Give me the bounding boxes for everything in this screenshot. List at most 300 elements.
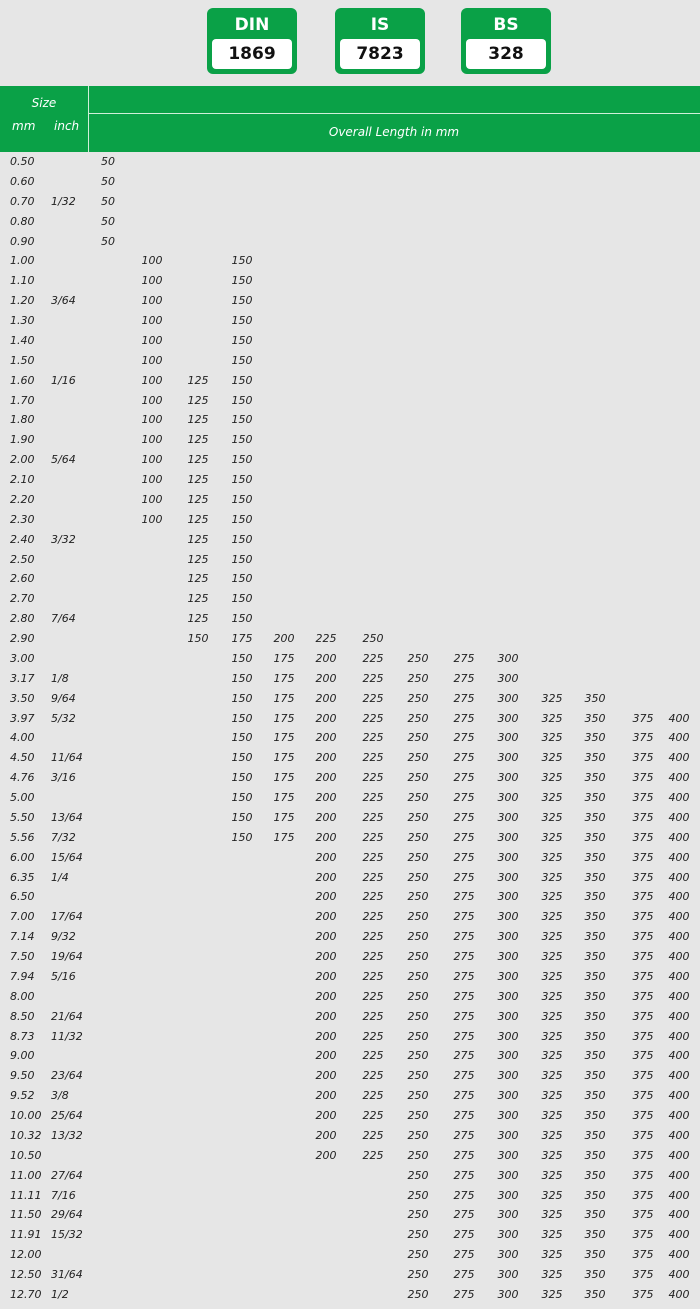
- length-cell: 250: [407, 651, 429, 665]
- length-cell: 100: [141, 433, 163, 447]
- length-cell: 350: [584, 751, 606, 765]
- length-cell: 350: [584, 1268, 606, 1281]
- length-cell: 275: [453, 671, 475, 685]
- length-cell: 400: [668, 1228, 690, 1242]
- length-cell: 300: [497, 890, 519, 904]
- length-cell: 150: [231, 771, 253, 785]
- table-row: [0, 669, 700, 689]
- table-row: [0, 1205, 700, 1225]
- length-cell: 100: [141, 333, 163, 347]
- size-mm-cell: 6.00: [10, 850, 35, 864]
- length-cell: 125: [187, 512, 209, 526]
- length-cell: 275: [453, 870, 475, 884]
- size-mm-cell: 4.50: [10, 751, 35, 765]
- length-cell: 350: [584, 731, 606, 745]
- size-mm-cell: 12.70: [10, 1287, 42, 1301]
- length-cell: 275: [453, 1208, 475, 1222]
- length-cell: 375: [632, 1228, 654, 1242]
- length-cell: 225: [362, 711, 384, 725]
- length-cell: 300: [497, 1188, 519, 1202]
- size-mm-cell: 1.40: [10, 333, 35, 347]
- size-inch-cell: 7/64: [51, 612, 76, 626]
- length-cell: 325: [541, 950, 563, 963]
- length-cell: 200: [315, 969, 337, 983]
- length-cell: 275: [453, 930, 475, 944]
- size-mm-cell: 2.70: [10, 592, 35, 606]
- length-cell: 125: [187, 373, 209, 387]
- length-cell: 225: [362, 890, 384, 904]
- size-mm-cell: 5.56: [10, 830, 35, 844]
- length-cell: 325: [541, 1208, 563, 1222]
- table-row: [0, 311, 700, 331]
- is-badge: [335, 8, 425, 74]
- size-mm-cell: 8.00: [10, 989, 35, 1003]
- length-cell: 375: [632, 711, 654, 725]
- size-inch-cell: 11/64: [51, 751, 83, 765]
- length-cell: 225: [362, 671, 384, 685]
- size-mm-cell: 5.00: [10, 791, 35, 804]
- length-cell: 325: [541, 969, 563, 983]
- length-cell: 375: [632, 850, 654, 864]
- length-cell: 275: [453, 810, 475, 824]
- table-row: [0, 728, 700, 748]
- length-cell: 175: [273, 671, 295, 685]
- length-cell: 350: [584, 1109, 606, 1122]
- length-cell: 175: [273, 731, 295, 745]
- length-cell: 275: [453, 969, 475, 983]
- length-cell: 375: [632, 1268, 654, 1281]
- length-cell: 150: [231, 492, 253, 506]
- length-cell: 300: [497, 1128, 519, 1142]
- length-cell: 300: [497, 751, 519, 765]
- length-cell: 225: [362, 950, 384, 963]
- length-cell: 225: [362, 751, 384, 765]
- length-cell: 400: [668, 1049, 690, 1063]
- length-cell: 375: [632, 1208, 654, 1222]
- table-row: [0, 291, 700, 311]
- length-cell: 100: [141, 453, 163, 467]
- length-cell: 325: [541, 1009, 563, 1023]
- size-mm-cell: 0.70: [10, 194, 35, 208]
- table-row: [0, 271, 700, 291]
- length-cell: 150: [231, 731, 253, 745]
- length-cell: 350: [584, 1069, 606, 1083]
- length-cell: 250: [407, 671, 429, 685]
- length-cell: 275: [453, 771, 475, 785]
- length-cell: 400: [668, 830, 690, 844]
- length-cell: 50: [101, 194, 115, 208]
- length-cell: 325: [541, 691, 563, 705]
- is-label: IS: [370, 15, 390, 35]
- length-cell: 150: [231, 314, 253, 327]
- table-row: [0, 1106, 700, 1126]
- length-cell: 325: [541, 830, 563, 844]
- length-cell: 200: [315, 791, 337, 804]
- size-inch-cell: 21/64: [51, 1009, 83, 1023]
- size-inch-cell: 1/2: [51, 1287, 69, 1301]
- length-cell: 150: [231, 612, 253, 626]
- table-row: [0, 589, 700, 609]
- table-row: [0, 1225, 700, 1245]
- table-row: [0, 1186, 700, 1206]
- table-row: [0, 1285, 700, 1305]
- length-cell: 375: [632, 870, 654, 884]
- length-cell: 250: [407, 1069, 429, 1083]
- length-cell: 275: [453, 1148, 475, 1162]
- length-cell: 400: [668, 1029, 690, 1043]
- table-row: [0, 1166, 700, 1186]
- table-row: [0, 450, 700, 470]
- length-cell: 400: [668, 1089, 690, 1103]
- length-cell: 375: [632, 1248, 654, 1262]
- length-cell: 150: [231, 651, 253, 665]
- table-row: [0, 212, 700, 232]
- length-cell: 275: [453, 830, 475, 844]
- length-cell: 50: [101, 234, 115, 248]
- length-cell: 400: [668, 1188, 690, 1202]
- length-cell: 400: [668, 1208, 690, 1222]
- length-cell: 325: [541, 1089, 563, 1103]
- length-cell: 275: [453, 910, 475, 924]
- length-cell: 250: [407, 691, 429, 705]
- length-cell: 350: [584, 1029, 606, 1043]
- length-cell: 350: [584, 870, 606, 884]
- size-mm-cell: 10.32: [10, 1128, 42, 1142]
- table-row: [0, 530, 700, 550]
- table-row: [0, 689, 700, 709]
- length-cell: 225: [362, 1089, 384, 1103]
- length-cell: 375: [632, 969, 654, 983]
- length-cell: 175: [231, 632, 253, 645]
- length-cell: 325: [541, 1248, 563, 1262]
- length-cell: 225: [362, 850, 384, 864]
- header-divider-horizontal: [88, 113, 700, 114]
- length-cell: 375: [632, 989, 654, 1003]
- length-cell: 275: [453, 1287, 475, 1301]
- length-cell: 325: [541, 930, 563, 944]
- length-cell: 375: [632, 1109, 654, 1122]
- length-cell: 300: [497, 1287, 519, 1301]
- size-inch-cell: 1/32: [51, 194, 76, 208]
- length-cell: 350: [584, 1248, 606, 1262]
- size-mm-cell: 8.50: [10, 1009, 35, 1023]
- length-cell: 300: [497, 1029, 519, 1043]
- length-cell: 275: [453, 1188, 475, 1202]
- size-inch-cell: 15/32: [51, 1228, 83, 1242]
- length-cell: 375: [632, 930, 654, 944]
- length-cell: 300: [497, 1089, 519, 1103]
- length-cell: 300: [497, 930, 519, 944]
- length-cell: 375: [632, 1188, 654, 1202]
- table-row: [0, 430, 700, 450]
- length-cell: 400: [668, 791, 690, 804]
- length-cell: 300: [497, 1069, 519, 1083]
- length-cell: 200: [315, 731, 337, 745]
- table-row: [0, 947, 700, 967]
- size-mm-cell: 1.30: [10, 314, 35, 327]
- length-cell: 150: [231, 711, 253, 725]
- length-cell: 400: [668, 1268, 690, 1281]
- length-cell: 250: [407, 1089, 429, 1103]
- length-cell: 350: [584, 1148, 606, 1162]
- din-badge: [207, 8, 297, 74]
- length-cell: 250: [407, 771, 429, 785]
- length-cell: 275: [453, 850, 475, 864]
- table-row: [0, 1027, 700, 1047]
- size-mm-cell: 3.50: [10, 691, 35, 705]
- length-cell: 150: [231, 791, 253, 804]
- length-cell: 300: [497, 1009, 519, 1023]
- length-cell: 200: [315, 1148, 337, 1162]
- length-cell: 325: [541, 890, 563, 904]
- length-cell: 250: [407, 989, 429, 1003]
- length-cell: 100: [141, 393, 163, 407]
- length-cell: 400: [668, 989, 690, 1003]
- length-cell: 300: [497, 691, 519, 705]
- length-cell: 250: [407, 1287, 429, 1301]
- length-cell: 225: [362, 771, 384, 785]
- length-cell: 225: [362, 1128, 384, 1142]
- length-cell: 175: [273, 691, 295, 705]
- length-cell: 325: [541, 1168, 563, 1182]
- length-cell: 325: [541, 1109, 563, 1122]
- length-cell: 125: [187, 393, 209, 407]
- length-cell: 250: [407, 890, 429, 904]
- length-cell: 300: [497, 1248, 519, 1262]
- length-cell: 200: [315, 870, 337, 884]
- length-cell: 300: [497, 830, 519, 844]
- table-row: [0, 967, 700, 987]
- length-cell: 325: [541, 1188, 563, 1202]
- length-cell: 350: [584, 771, 606, 785]
- size-mm-cell: 7.14: [10, 930, 35, 944]
- table-row: [0, 629, 700, 649]
- size-mm-cell: 2.50: [10, 552, 35, 566]
- length-cell: 275: [453, 890, 475, 904]
- length-cell: 375: [632, 1287, 654, 1301]
- length-cell: 400: [668, 870, 690, 884]
- size-inch-cell: 9/64: [51, 691, 76, 705]
- table-row: [0, 251, 700, 271]
- table-row: [0, 828, 700, 848]
- length-cell: 300: [497, 870, 519, 884]
- length-cell: 350: [584, 791, 606, 804]
- length-cell: 325: [541, 1049, 563, 1063]
- size-mm-cell: 1.00: [10, 254, 35, 268]
- length-cell: 200: [315, 711, 337, 725]
- length-cell: 325: [541, 910, 563, 924]
- table-row: [0, 470, 700, 490]
- table-row: [0, 709, 700, 729]
- length-cell: 300: [497, 731, 519, 745]
- length-cell: 350: [584, 1089, 606, 1103]
- length-cell: 100: [141, 492, 163, 506]
- length-cell: 275: [453, 1029, 475, 1043]
- length-cell: 175: [273, 810, 295, 824]
- size-mm-cell: 1.70: [10, 393, 35, 407]
- length-cell: 325: [541, 1148, 563, 1162]
- length-cell: 150: [231, 572, 253, 586]
- table-row: [0, 808, 700, 828]
- length-cell: 200: [315, 671, 337, 685]
- length-cell: 150: [231, 810, 253, 824]
- size-mm-cell: 3.17: [10, 671, 35, 685]
- length-cell: 100: [141, 254, 163, 268]
- size-mm-cell: 2.80: [10, 612, 35, 626]
- size-mm-cell: 2.40: [10, 532, 35, 546]
- length-cell: 150: [231, 393, 253, 407]
- size-mm-cell: 2.90: [10, 632, 35, 645]
- length-cell: 225: [362, 870, 384, 884]
- table-row: [0, 1245, 700, 1265]
- mm-column-header: mm: [12, 119, 36, 133]
- size-column-header: Size: [31, 96, 57, 110]
- size-mm-cell: 2.30: [10, 512, 35, 526]
- length-cell: 400: [668, 850, 690, 864]
- length-cell: 250: [407, 910, 429, 924]
- standards-header: [0, 0, 700, 86]
- size-inch-cell: 7/32: [51, 830, 76, 844]
- size-mm-cell: 0.90: [10, 234, 35, 248]
- length-cell: 275: [453, 1248, 475, 1262]
- table-row: [0, 371, 700, 391]
- length-cell: 300: [497, 1268, 519, 1281]
- length-cell: 200: [315, 930, 337, 944]
- length-cell: 375: [632, 731, 654, 745]
- size-mm-cell: 8.73: [10, 1029, 35, 1043]
- size-mm-cell: 9.52: [10, 1089, 35, 1103]
- length-cell: 125: [187, 492, 209, 506]
- length-cell: 400: [668, 711, 690, 725]
- length-cell: 400: [668, 1069, 690, 1083]
- length-cell: 125: [187, 572, 209, 586]
- length-cell: 300: [497, 910, 519, 924]
- size-mm-cell: 7.94: [10, 969, 35, 983]
- length-cell: 350: [584, 691, 606, 705]
- length-cell: 175: [273, 791, 295, 804]
- length-cell: 150: [187, 632, 209, 645]
- length-cell: 300: [497, 671, 519, 685]
- length-cell: 375: [632, 950, 654, 963]
- length-cell: 350: [584, 1128, 606, 1142]
- size-mm-cell: 2.60: [10, 572, 35, 586]
- length-cell: 325: [541, 1128, 563, 1142]
- length-cell: 150: [231, 691, 253, 705]
- length-cell: 400: [668, 890, 690, 904]
- size-inch-cell: 19/64: [51, 950, 83, 963]
- size-inch-cell: 3/32: [51, 532, 76, 546]
- length-cell: 275: [453, 1109, 475, 1122]
- length-cell: 125: [187, 433, 209, 447]
- length-cell: 400: [668, 731, 690, 745]
- length-cell: 250: [407, 731, 429, 745]
- length-cell: 275: [453, 1049, 475, 1063]
- length-cell: 125: [187, 473, 209, 486]
- length-cell: 150: [231, 433, 253, 447]
- length-cell: 175: [273, 751, 295, 765]
- size-mm-cell: 11.00: [10, 1168, 42, 1182]
- size-mm-cell: 1.20: [10, 294, 35, 308]
- length-cell: 250: [407, 850, 429, 864]
- length-cell: 400: [668, 1168, 690, 1182]
- table-row: [0, 351, 700, 371]
- size-inch-cell: 11/32: [51, 1029, 83, 1043]
- size-inch-cell: 23/64: [51, 1069, 83, 1083]
- length-cell: 325: [541, 711, 563, 725]
- length-cell: 150: [231, 274, 253, 288]
- length-cell: 275: [453, 691, 475, 705]
- length-cell: 100: [141, 473, 163, 486]
- length-cell: 150: [231, 353, 253, 367]
- length-cell: 350: [584, 1009, 606, 1023]
- length-cell: 200: [315, 1009, 337, 1023]
- size-inch-cell: 5/16: [51, 969, 76, 983]
- size-mm-cell: 4.00: [10, 731, 35, 745]
- table-header: [0, 86, 700, 152]
- length-cell: 350: [584, 1208, 606, 1222]
- length-cell: 200: [315, 850, 337, 864]
- length-cell: 125: [187, 532, 209, 546]
- length-cell: 250: [407, 830, 429, 844]
- size-inch-cell: 3/8: [51, 1089, 69, 1103]
- length-cell: 375: [632, 1128, 654, 1142]
- size-inch-cell: 3/16: [51, 771, 76, 785]
- length-cell: 250: [407, 810, 429, 824]
- length-cell: 200: [273, 632, 295, 645]
- length-cell: 400: [668, 1109, 690, 1122]
- length-cell: 225: [362, 1009, 384, 1023]
- size-mm-cell: 10.00: [10, 1109, 42, 1122]
- table-row: [0, 172, 700, 192]
- size-inch-cell: 3/64: [51, 294, 76, 308]
- length-cell: 325: [541, 989, 563, 1003]
- length-cell: 125: [187, 413, 209, 427]
- size-mm-cell: 2.10: [10, 473, 35, 486]
- length-cell: 400: [668, 751, 690, 765]
- size-mm-cell: 7.00: [10, 910, 35, 924]
- length-cell: 200: [315, 830, 337, 844]
- bs-badge: [461, 8, 551, 74]
- length-cell: 325: [541, 1268, 563, 1281]
- inch-column-header: inch: [54, 119, 80, 133]
- length-cell: 300: [497, 969, 519, 983]
- length-cell: 175: [273, 771, 295, 785]
- length-cell: 225: [362, 791, 384, 804]
- length-cell: 150: [231, 830, 253, 844]
- length-cell: 350: [584, 711, 606, 725]
- table-row: [0, 907, 700, 927]
- size-inch-cell: 31/64: [51, 1268, 83, 1281]
- table-row: [0, 1066, 700, 1086]
- length-cell: 400: [668, 771, 690, 785]
- length-cell: 100: [141, 413, 163, 427]
- size-mm-cell: 11.11: [10, 1188, 42, 1202]
- size-inch-cell: 5/32: [51, 711, 76, 725]
- length-cell: 375: [632, 1148, 654, 1162]
- size-mm-cell: 11.91: [10, 1228, 42, 1242]
- length-cell: 300: [497, 950, 519, 963]
- size-mm-cell: 3.97: [10, 711, 35, 725]
- bs-number: 328: [466, 39, 546, 69]
- length-cell: 375: [632, 830, 654, 844]
- length-cell: 275: [453, 1128, 475, 1142]
- length-cell: 375: [632, 890, 654, 904]
- length-cell: 325: [541, 870, 563, 884]
- length-cell: 275: [453, 1069, 475, 1083]
- length-cell: 375: [632, 1089, 654, 1103]
- table-row: [0, 768, 700, 788]
- length-cell: 275: [453, 1089, 475, 1103]
